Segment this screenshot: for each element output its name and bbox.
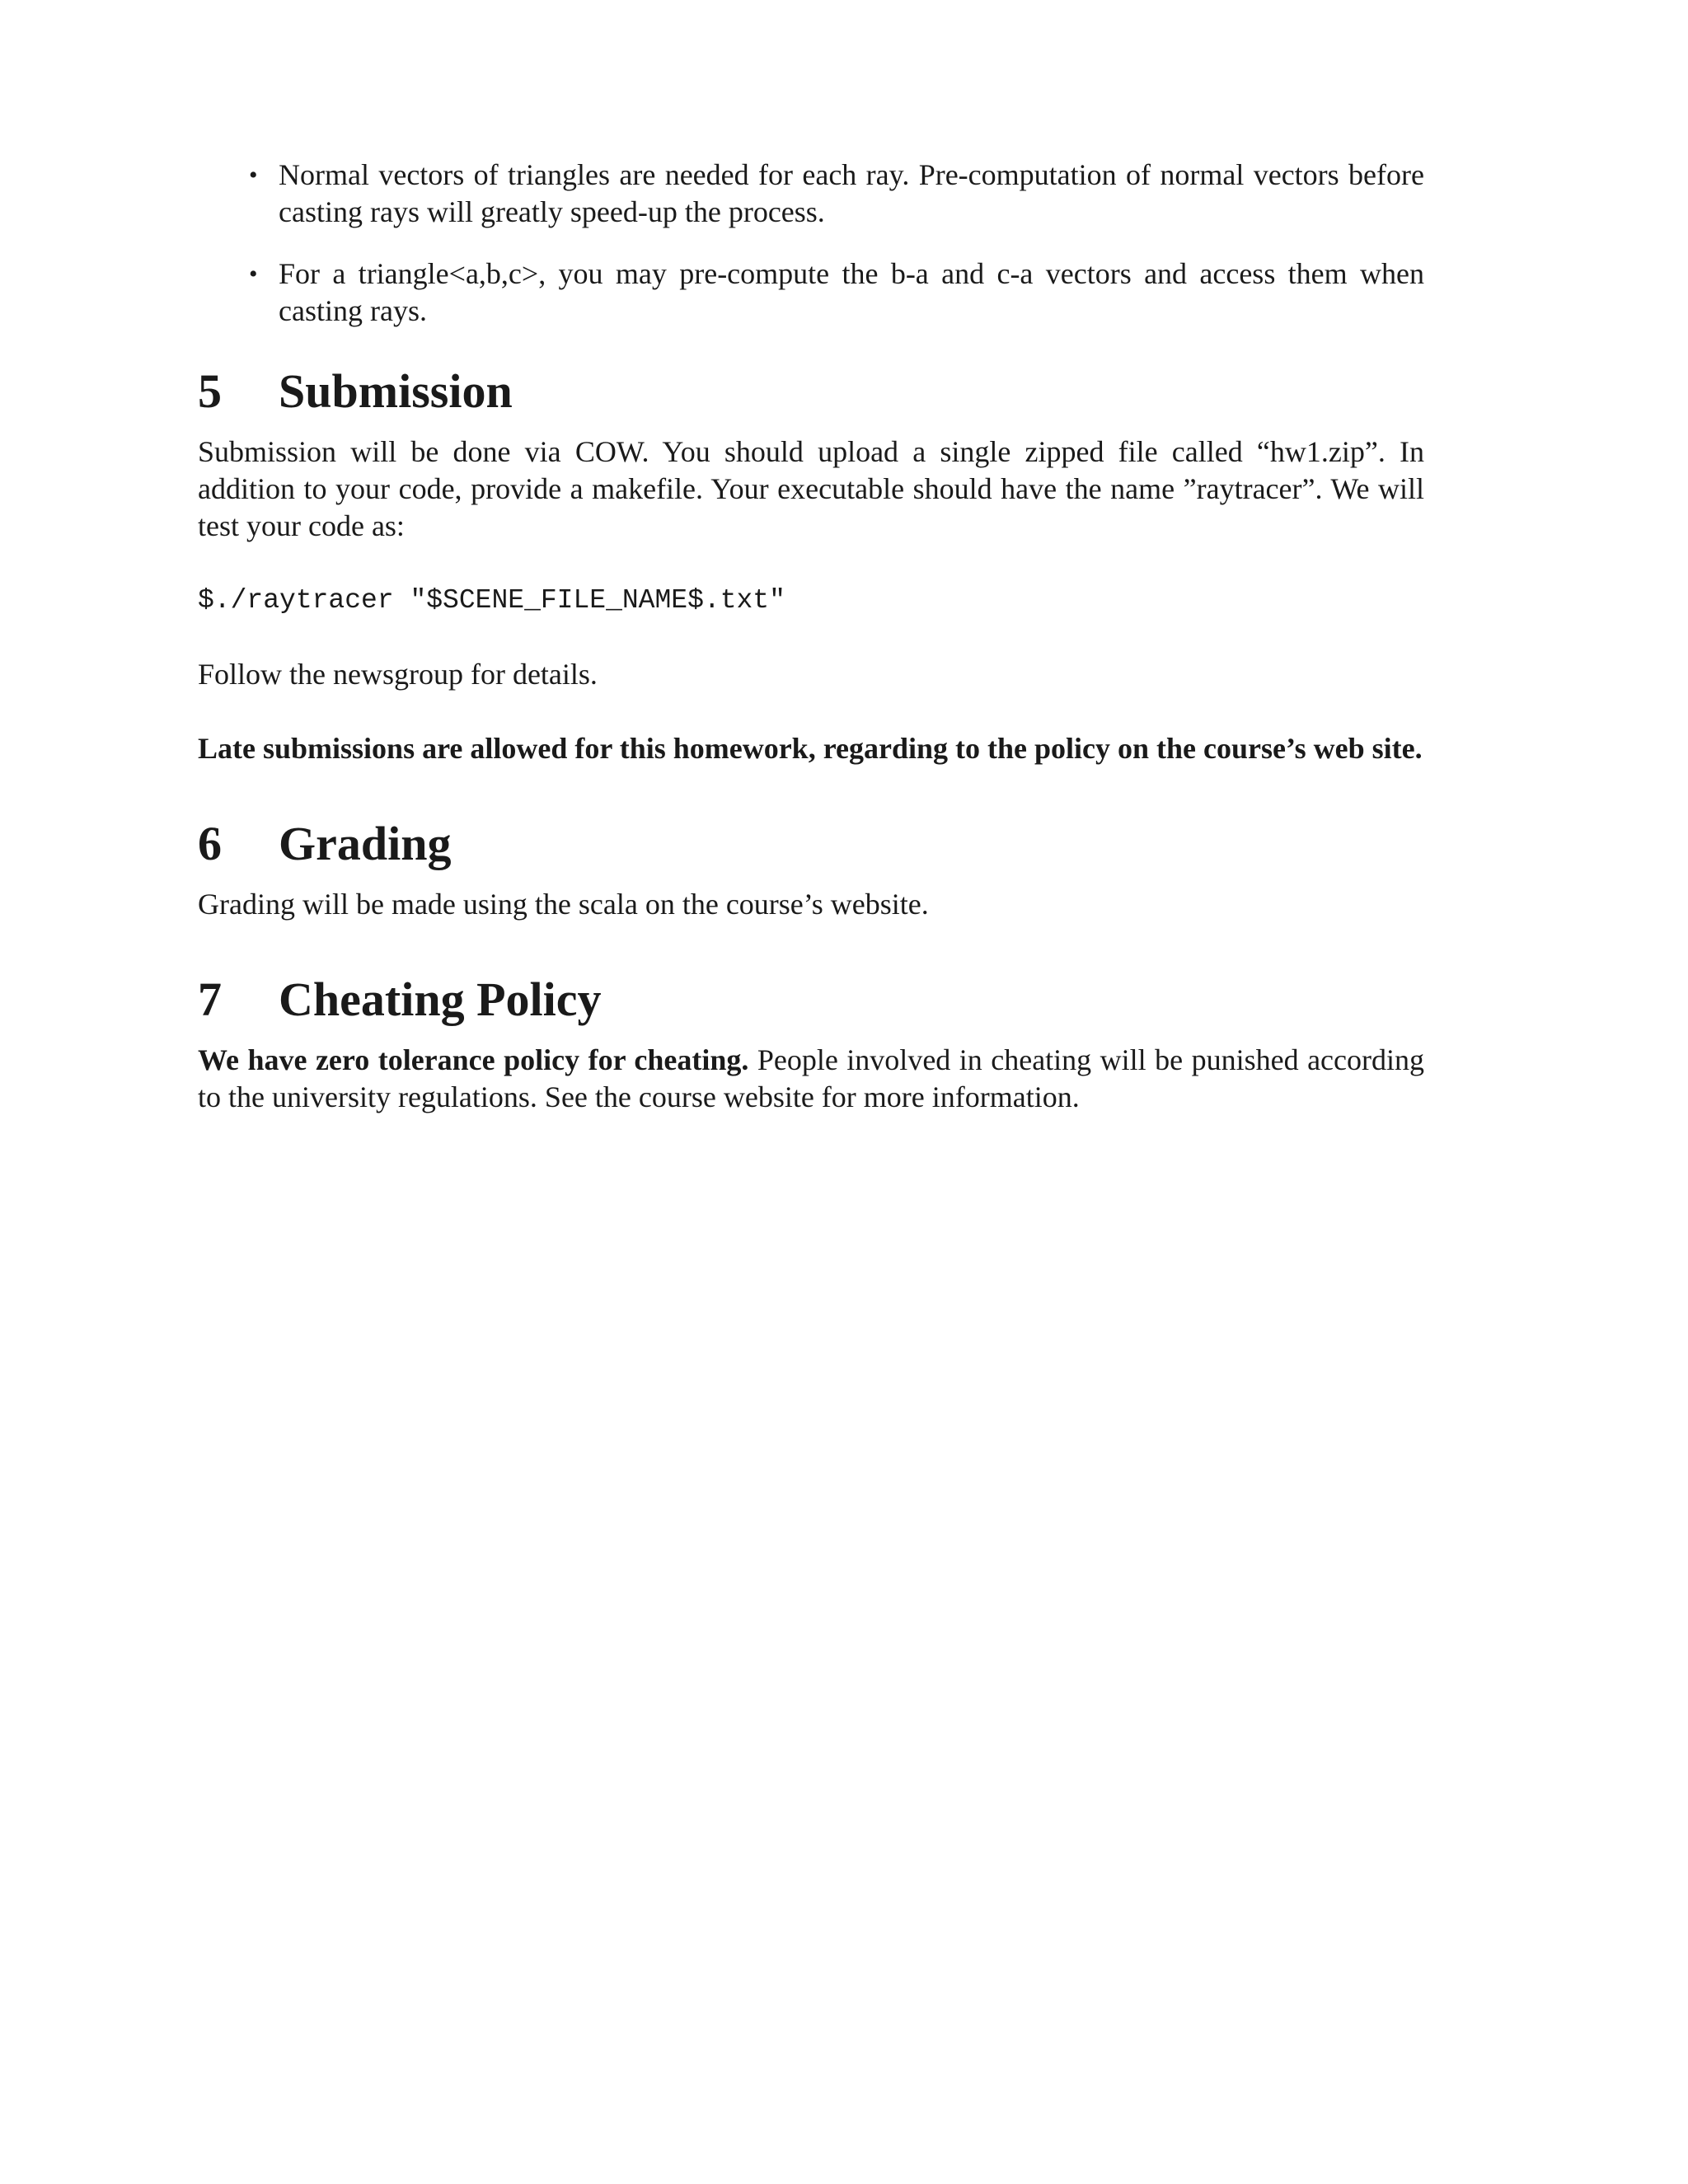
bullet-icon: • [249,162,258,189]
section-heading-submission [198,363,1424,420]
tips-list [198,157,1424,330]
submission-followup: Follow the newsgroup for details. [198,658,598,691]
list-item-text: For a triangle<a,b,c>, you may pre-compute the b-a and c-a vectors and access them when casting rays. [279,257,1424,327]
list-item [198,255,1424,330]
section-number: 6 [198,817,222,870]
document-page [198,157,1424,1116]
section-title: Grading [279,817,452,870]
list-item-text: Normal vectors of triangles are needed for each ray. Pre-computation of normal vectors before casting rays will greatly speed-up the process. [279,158,1424,228]
bullet-icon: • [249,260,258,288]
late-policy: Late submissions are allowed for this homework, regarding to the policy on the course’s web site. [198,732,1423,765]
section-heading-cheating [198,971,1424,1029]
section-number: 7 [198,972,222,1026]
submission-intro: Submission will be done via COW. You should upload a single zipped file called “hw1.zip”. In addition to your code, provide a makefile. Your executable should have the name ”raytracer”. We will test your code as: [198,435,1424,542]
section-number: 5 [198,364,222,418]
grading-body: Grading will be made using the scala on the course’s website. [198,888,929,921]
section-heading-grading [198,815,1424,873]
section-title: Cheating Policy [279,972,602,1026]
list-item [198,157,1424,231]
cheating-lead: We have zero tolerance policy for cheating. [198,1043,749,1076]
cheating-text: People involved in cheating will be punished according to the university regulations. See the course website for more information. [198,1043,1424,1113]
command-line: $./raytracer "$SCENE_FILE_NAME$.txt" [198,585,785,616]
section-title: Submission [279,364,513,418]
cheating-body [198,1042,1424,1116]
